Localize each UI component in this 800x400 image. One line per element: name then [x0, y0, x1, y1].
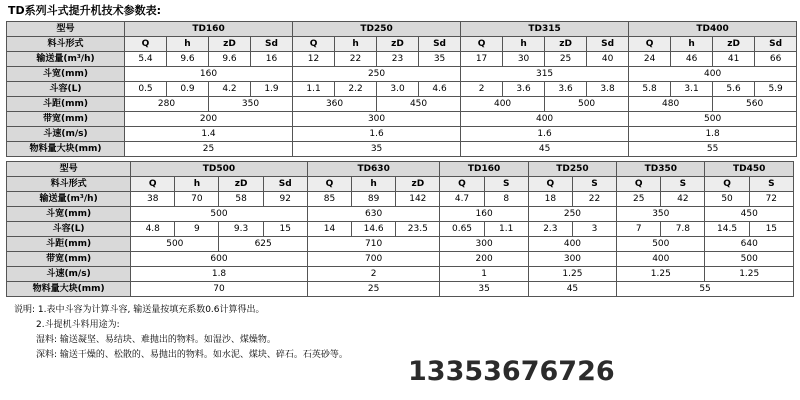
row-label-bucket-speed: 斗速(m/s) [7, 267, 131, 282]
bucket-volume-cell: 3.6 [503, 82, 545, 97]
belt-width-cell: 400 [617, 252, 705, 267]
bucket-volume-cell: 15 [749, 222, 793, 237]
bucket-volume-cell: 3 [572, 222, 616, 237]
belt-width-cell: 200 [440, 252, 528, 267]
note-line-4: 深料: 输送干燥的、松散的、易抛出的物料。如水泥、煤块、碎石。石英砂等。 [36, 350, 348, 360]
table-row-capacity [7, 192, 794, 207]
bucket-volume-cell: 23.5 [396, 222, 440, 237]
model-cell: TD400 [629, 22, 797, 37]
belt-width-cell: 400 [461, 112, 629, 127]
bucket-type-cell: zD [396, 177, 440, 192]
capacity-cell: 38 [131, 192, 175, 207]
max-lump-cell: 45 [528, 282, 616, 297]
bucket-volume-cell: 3.0 [377, 82, 419, 97]
model-cell: TD160 [125, 22, 293, 37]
capacity-cell: 30 [503, 52, 545, 67]
capacity-cell: 92 [263, 192, 307, 207]
row-label-bucket-pitch: 斗距(mm) [7, 237, 131, 252]
bucket-pitch-cell: 400 [528, 237, 616, 252]
bucket-pitch-cell: 280 [125, 97, 209, 112]
bucket-volume-cell: 15 [263, 222, 307, 237]
max-lump-cell: 55 [617, 282, 794, 297]
row-label-bucket-speed: 斗速(m/s) [7, 127, 125, 142]
capacity-cell: 25 [545, 52, 587, 67]
table-row-capacity [7, 52, 797, 67]
bucket-volume-cell: 4.2 [209, 82, 251, 97]
row-label-model: 型号 [7, 22, 125, 37]
bucket-volume-cell: 1.1 [293, 82, 335, 97]
bucket-type-cell: Q [440, 177, 484, 192]
bucket-type-cell: Sd [587, 37, 629, 52]
bucket-speed-cell: 1.8 [629, 127, 797, 142]
bucket-volume-cell: 1.9 [251, 82, 293, 97]
bucket-type-cell: h [503, 37, 545, 52]
model-cell: TD630 [307, 162, 440, 177]
bucket-type-cell: h [352, 177, 396, 192]
bucket-type-cell: zD [545, 37, 587, 52]
notes-block [6, 303, 794, 363]
bucket-type-cell: Q [125, 37, 167, 52]
bucket-width-cell: 160 [125, 67, 293, 82]
bucket-type-cell: h [335, 37, 377, 52]
table-row-bucket-type [7, 177, 794, 192]
bucket-speed-cell: 1.25 [617, 267, 705, 282]
bucket-width-cell: 500 [131, 207, 308, 222]
row-label-bucket-volume: 斗容(L) [7, 222, 131, 237]
bucket-type-cell: Q [461, 37, 503, 52]
capacity-cell: 18 [528, 192, 572, 207]
bucket-volume-cell: 4.8 [131, 222, 175, 237]
bucket-type-cell: Sd [755, 37, 797, 52]
bucket-width-cell: 400 [629, 67, 797, 82]
capacity-cell: 8 [484, 192, 528, 207]
bucket-volume-cell: 0.9 [167, 82, 209, 97]
phone-watermark: 13353676726 [408, 356, 615, 387]
capacity-cell: 9.6 [167, 52, 209, 67]
bucket-volume-cell: 1.1 [484, 222, 528, 237]
spec-table-upper [6, 21, 797, 157]
bucket-type-cell: zD [219, 177, 263, 192]
bucket-volume-cell: 3.1 [671, 82, 713, 97]
bucket-volume-cell: 2 [461, 82, 503, 97]
table-row-bucket-pitch [7, 97, 797, 112]
capacity-cell: 142 [396, 192, 440, 207]
capacity-cell: 50 [705, 192, 749, 207]
bucket-type-cell: Q [307, 177, 351, 192]
bucket-volume-cell: 5.9 [755, 82, 797, 97]
model-cell: TD160 [440, 162, 528, 177]
bucket-volume-cell: 14 [307, 222, 351, 237]
bucket-speed-cell: 1 [440, 267, 528, 282]
bucket-volume-cell: 14.6 [352, 222, 396, 237]
bucket-pitch-cell: 400 [461, 97, 545, 112]
bucket-type-cell: Q [629, 37, 671, 52]
bucket-speed-cell: 2 [307, 267, 440, 282]
row-label-bucket-type: 料斗形式 [7, 37, 125, 52]
row-label-bucket-width: 斗宽(mm) [7, 207, 131, 222]
bucket-type-cell: h [175, 177, 219, 192]
bucket-type-cell: Sd [263, 177, 307, 192]
bucket-width-cell: 315 [461, 67, 629, 82]
model-cell: TD250 [528, 162, 616, 177]
capacity-cell: 22 [335, 52, 377, 67]
bucket-speed-cell: 1.4 [125, 127, 293, 142]
bucket-volume-cell: 5.8 [629, 82, 671, 97]
bucket-volume-cell: 3.6 [545, 82, 587, 97]
bucket-volume-cell: 5.6 [713, 82, 755, 97]
model-cell: TD250 [293, 22, 461, 37]
capacity-cell: 41 [713, 52, 755, 67]
bucket-width-cell: 250 [293, 67, 461, 82]
table-row-max-lump [7, 282, 794, 297]
row-label-belt-width: 带宽(mm) [7, 252, 131, 267]
belt-width-cell: 700 [307, 252, 440, 267]
table-row-bucket-speed [7, 127, 797, 142]
bucket-volume-cell: 2.2 [335, 82, 377, 97]
row-label-max-lump: 物料量大块(mm) [7, 282, 131, 297]
table-row-bucket-volume [7, 82, 797, 97]
table-row-bucket-width [7, 207, 794, 222]
bucket-speed-cell: 1.6 [293, 127, 461, 142]
bucket-volume-cell: 0.65 [440, 222, 484, 237]
max-lump-cell: 35 [293, 142, 461, 157]
note-line-2: 2.斗提机斗料用途为: [36, 320, 120, 330]
belt-width-cell: 600 [131, 252, 308, 267]
bucket-volume-cell: 0.5 [125, 82, 167, 97]
bucket-volume-cell: 3.8 [587, 82, 629, 97]
belt-width-cell: 200 [125, 112, 293, 127]
max-lump-cell: 25 [307, 282, 440, 297]
row-label-bucket-type: 料斗形式 [7, 177, 131, 192]
bucket-type-cell: Q [131, 177, 175, 192]
bucket-type-cell: Q [528, 177, 572, 192]
row-label-bucket-width: 斗宽(mm) [7, 67, 125, 82]
bucket-type-cell: Q [617, 177, 661, 192]
bucket-pitch-cell: 500 [131, 237, 219, 252]
belt-width-cell: 500 [705, 252, 794, 267]
bucket-type-cell: Sd [419, 37, 461, 52]
capacity-cell: 16 [251, 52, 293, 67]
capacity-cell: 66 [755, 52, 797, 67]
bucket-pitch-cell: 500 [545, 97, 629, 112]
table-row-model [7, 162, 794, 177]
bucket-type-cell: S [484, 177, 528, 192]
table-row-bucket-type [7, 37, 797, 52]
table-row-bucket-pitch [7, 237, 794, 252]
bucket-width-cell: 630 [307, 207, 440, 222]
table-row-bucket-volume [7, 222, 794, 237]
bucket-width-cell: 250 [528, 207, 616, 222]
bucket-type-cell: Q [705, 177, 749, 192]
table-row-max-lump [7, 142, 797, 157]
bucket-type-cell: zD [713, 37, 755, 52]
belt-width-cell: 500 [629, 112, 797, 127]
capacity-cell: 89 [352, 192, 396, 207]
row-label-bucket-pitch: 斗距(mm) [7, 97, 125, 112]
bucket-pitch-cell: 350 [209, 97, 293, 112]
bucket-speed-cell: 1.25 [705, 267, 794, 282]
row-label-max-lump: 物料量大块(mm) [7, 142, 125, 157]
bucket-type-cell: h [671, 37, 713, 52]
capacity-cell: 23 [377, 52, 419, 67]
capacity-cell: 70 [175, 192, 219, 207]
belt-width-cell: 300 [293, 112, 461, 127]
bucket-volume-cell: 9 [175, 222, 219, 237]
bucket-speed-cell: 1.25 [528, 267, 616, 282]
bucket-type-cell: Sd [251, 37, 293, 52]
bucket-pitch-cell: 710 [307, 237, 440, 252]
model-cell: TD500 [131, 162, 308, 177]
belt-width-cell: 300 [528, 252, 616, 267]
max-lump-cell: 45 [461, 142, 629, 157]
max-lump-cell: 35 [440, 282, 528, 297]
bucket-volume-cell: 7.8 [661, 222, 705, 237]
capacity-cell: 35 [419, 52, 461, 67]
capacity-cell: 24 [629, 52, 671, 67]
bucket-pitch-cell: 640 [705, 237, 794, 252]
note-line-3: 湿料: 输送凝坚、易结块、难抛出的物料。如湿沙、煤燥物。 [36, 335, 276, 345]
table-row-belt-width [7, 252, 794, 267]
capacity-cell: 17 [461, 52, 503, 67]
capacity-cell: 22 [572, 192, 616, 207]
page-title: TD系列斗式提升机技术参数表: [8, 4, 162, 17]
bucket-pitch-cell: 560 [713, 97, 797, 112]
bucket-width-cell: 160 [440, 207, 528, 222]
bucket-volume-cell: 9.3 [219, 222, 263, 237]
table-row-belt-width [7, 112, 797, 127]
table-row-bucket-width [7, 67, 797, 82]
bucket-volume-cell: 4.6 [419, 82, 461, 97]
bucket-pitch-cell: 450 [377, 97, 461, 112]
row-label-capacity: 输送量(m³/h) [7, 192, 131, 207]
max-lump-cell: 70 [131, 282, 308, 297]
bucket-pitch-cell: 625 [219, 237, 307, 252]
note-line-1: 说明: 1.表中斗容为计算斗容, 输送量按填充系数0.6计算得出。 [14, 305, 265, 315]
capacity-cell: 12 [293, 52, 335, 67]
row-label-bucket-volume: 斗容(L) [7, 82, 125, 97]
bucket-pitch-cell: 500 [617, 237, 705, 252]
bucket-type-cell: h [167, 37, 209, 52]
max-lump-cell: 25 [125, 142, 293, 157]
capacity-cell: 58 [219, 192, 263, 207]
table-row-model [7, 22, 797, 37]
bucket-speed-cell: 1.6 [461, 127, 629, 142]
capacity-cell: 85 [307, 192, 351, 207]
capacity-cell: 4.7 [440, 192, 484, 207]
capacity-cell: 46 [671, 52, 713, 67]
max-lump-cell: 55 [629, 142, 797, 157]
capacity-cell: 42 [661, 192, 705, 207]
model-cell: TD350 [617, 162, 705, 177]
capacity-cell: 72 [749, 192, 793, 207]
capacity-cell: 25 [617, 192, 661, 207]
bucket-volume-cell: 7 [617, 222, 661, 237]
table-row-bucket-speed [7, 267, 794, 282]
model-cell: TD315 [461, 22, 629, 37]
spec-table-lower [6, 161, 794, 297]
capacity-cell: 40 [587, 52, 629, 67]
model-cell: TD450 [705, 162, 794, 177]
bucket-type-cell: Q [293, 37, 335, 52]
bucket-pitch-cell: 360 [293, 97, 377, 112]
bucket-pitch-cell: 300 [440, 237, 528, 252]
bucket-type-cell: S [749, 177, 793, 192]
row-label-capacity: 输送量(m³/h) [7, 52, 125, 67]
bucket-type-cell: S [661, 177, 705, 192]
row-label-model: 型号 [7, 162, 131, 177]
bucket-type-cell: zD [209, 37, 251, 52]
bucket-type-cell: S [572, 177, 616, 192]
bucket-type-cell: zD [377, 37, 419, 52]
bucket-speed-cell: 1.8 [131, 267, 308, 282]
bucket-volume-cell: 14.5 [705, 222, 749, 237]
capacity-cell: 9.6 [209, 52, 251, 67]
bucket-width-cell: 450 [705, 207, 794, 222]
bucket-width-cell: 350 [617, 207, 705, 222]
bucket-volume-cell: 2.3 [528, 222, 572, 237]
row-label-belt-width: 带宽(mm) [7, 112, 125, 127]
capacity-cell: 5.4 [125, 52, 167, 67]
bucket-pitch-cell: 480 [629, 97, 713, 112]
